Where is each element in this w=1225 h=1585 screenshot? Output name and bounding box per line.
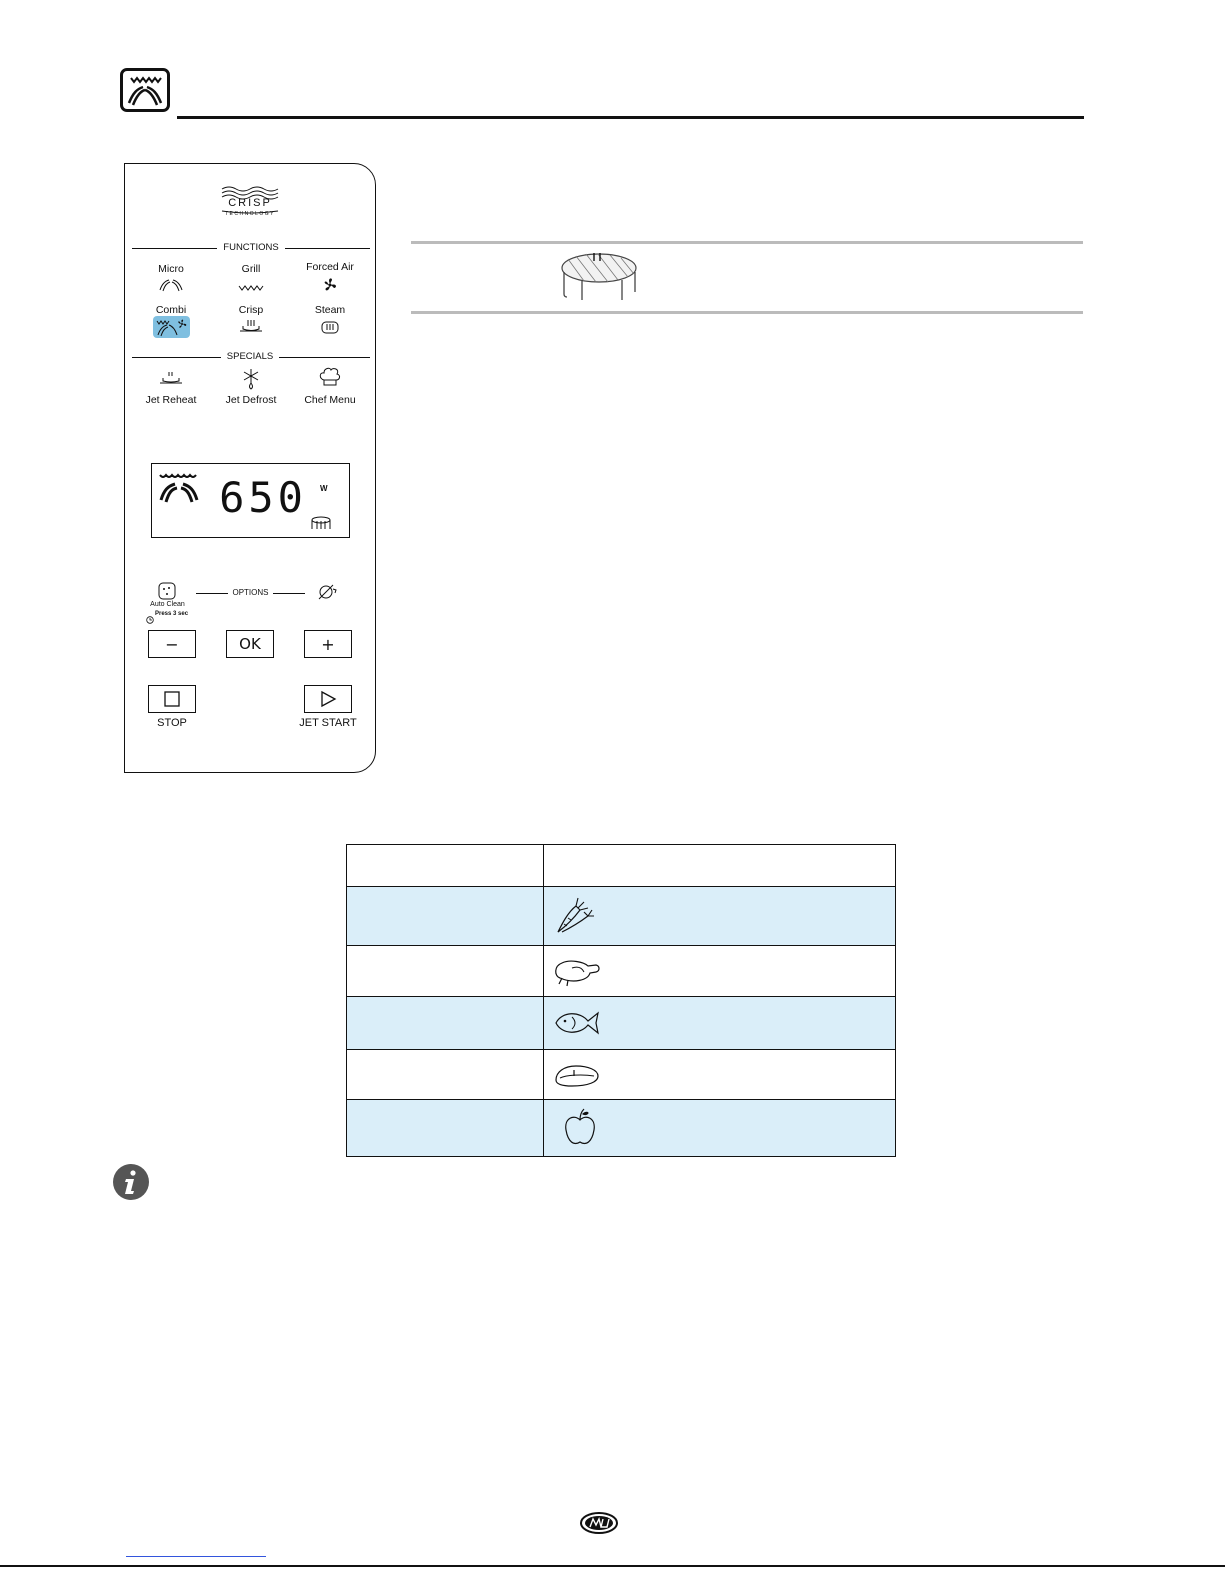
function-steam-button[interactable] (320, 319, 340, 335)
footer-rule (0, 1565, 1225, 1567)
table-row (347, 887, 896, 946)
turntable-off-icon (316, 583, 338, 601)
vegetables-icon (552, 894, 596, 938)
press-hint: Press 3 sec (155, 611, 189, 617)
info-icon (112, 1163, 150, 1201)
microwave-icon (157, 278, 185, 292)
function-crisp-label: Crisp (238, 304, 264, 316)
display-combi-icon (158, 472, 200, 504)
ok-button[interactable]: OK (226, 630, 274, 658)
function-grill-button[interactable] (237, 280, 265, 290)
table-header-cell (543, 845, 895, 887)
combi-icon (153, 316, 190, 338)
functions-divider-right (285, 248, 370, 249)
function-grill-label: Grill (241, 263, 261, 275)
grill-icon (237, 283, 265, 293)
brand-name: CRISP (228, 197, 272, 209)
accessory-rule-bottom (411, 311, 1083, 314)
stop-icon (164, 691, 180, 707)
table-cell (347, 997, 544, 1050)
stop-button[interactable] (148, 685, 196, 713)
specials-divider-left (132, 357, 221, 358)
clock-icon (146, 616, 154, 624)
function-combi-label: Combi (155, 304, 187, 316)
reheat-icon (158, 370, 184, 386)
footer-link-underline (126, 1556, 266, 1557)
table-cell (543, 997, 895, 1050)
table-cell (347, 887, 544, 946)
table-header-row (347, 845, 896, 887)
table-header-cell (347, 845, 544, 887)
options-title: OPTIONS (232, 588, 269, 597)
accessory-rule-top (411, 241, 1083, 244)
poultry-icon (552, 954, 602, 988)
chef-menu-button[interactable] (318, 366, 342, 388)
function-crisp-button[interactable] (238, 318, 264, 334)
table-cell (543, 1050, 895, 1100)
table-cell (543, 1100, 895, 1157)
header-rule (177, 116, 1084, 119)
options-divider-left (196, 593, 228, 594)
jet-reheat-button[interactable] (158, 370, 184, 386)
table-row (347, 946, 896, 997)
grill-rack-icon (558, 250, 642, 306)
crisp-pan-icon (238, 318, 264, 334)
defrost-icon (241, 368, 261, 390)
microwave-grill-icon (123, 71, 167, 109)
meat-icon (552, 1058, 602, 1092)
steam-icon (320, 319, 340, 335)
chef-menu-label: Chef Menu (304, 394, 356, 406)
jet-reheat-label: Jet Reheat (145, 394, 197, 406)
table-cell (543, 887, 895, 946)
table-cell (347, 946, 544, 997)
brand-logo-icon (579, 1511, 619, 1535)
lcd-display (151, 463, 350, 538)
options-divider-right (273, 593, 305, 594)
timer-icon (146, 611, 154, 619)
brand-tagline: TECHNOLOGY (224, 211, 275, 217)
fan-icon (321, 276, 339, 294)
play-icon (319, 690, 337, 708)
accessory-image (558, 250, 642, 306)
display-rack-icon (310, 516, 332, 532)
auto-clean-icon (158, 582, 176, 600)
display-power-value: 650 (219, 473, 307, 522)
table-row (347, 1100, 896, 1157)
table-cell (347, 1100, 544, 1157)
functions-divider-left (132, 248, 217, 249)
function-forced-air-button[interactable] (321, 276, 339, 294)
options-extra-button[interactable] (316, 583, 338, 601)
specials-title: SPECIALS (226, 351, 274, 362)
table-row (347, 997, 896, 1050)
jet-defrost-label: Jet Defrost (225, 394, 277, 406)
chef-hat-icon (318, 366, 342, 388)
jet-start-label: JET START (299, 717, 357, 729)
footer-logo (579, 1511, 619, 1535)
table-row (347, 1050, 896, 1100)
fish-icon (552, 1006, 602, 1040)
jet-start-button[interactable] (304, 685, 352, 713)
stop-label: STOP (157, 717, 187, 729)
functions-title: FUNCTIONS (223, 242, 279, 253)
table-cell (543, 946, 895, 997)
auto-clean-button[interactable] (158, 582, 176, 600)
plus-button[interactable]: + (304, 630, 352, 658)
function-micro-button[interactable] (157, 278, 185, 292)
function-forced-air-label: Forced Air (306, 261, 354, 273)
display-unit: W (320, 484, 328, 493)
auto-clean-label: Auto Clean (150, 601, 185, 608)
food-category-table (346, 844, 896, 1157)
jet-defrost-button[interactable] (241, 368, 261, 390)
function-combi-button[interactable] (153, 316, 190, 338)
function-steam-label: Steam (314, 304, 346, 316)
minus-button[interactable]: − (148, 630, 196, 658)
table-cell (347, 1050, 544, 1100)
function-micro-label: Micro (158, 263, 184, 275)
info-circle-icon (112, 1163, 150, 1201)
fruit-icon (562, 1106, 598, 1150)
specials-divider-right (279, 357, 370, 358)
section-icon (120, 68, 170, 112)
